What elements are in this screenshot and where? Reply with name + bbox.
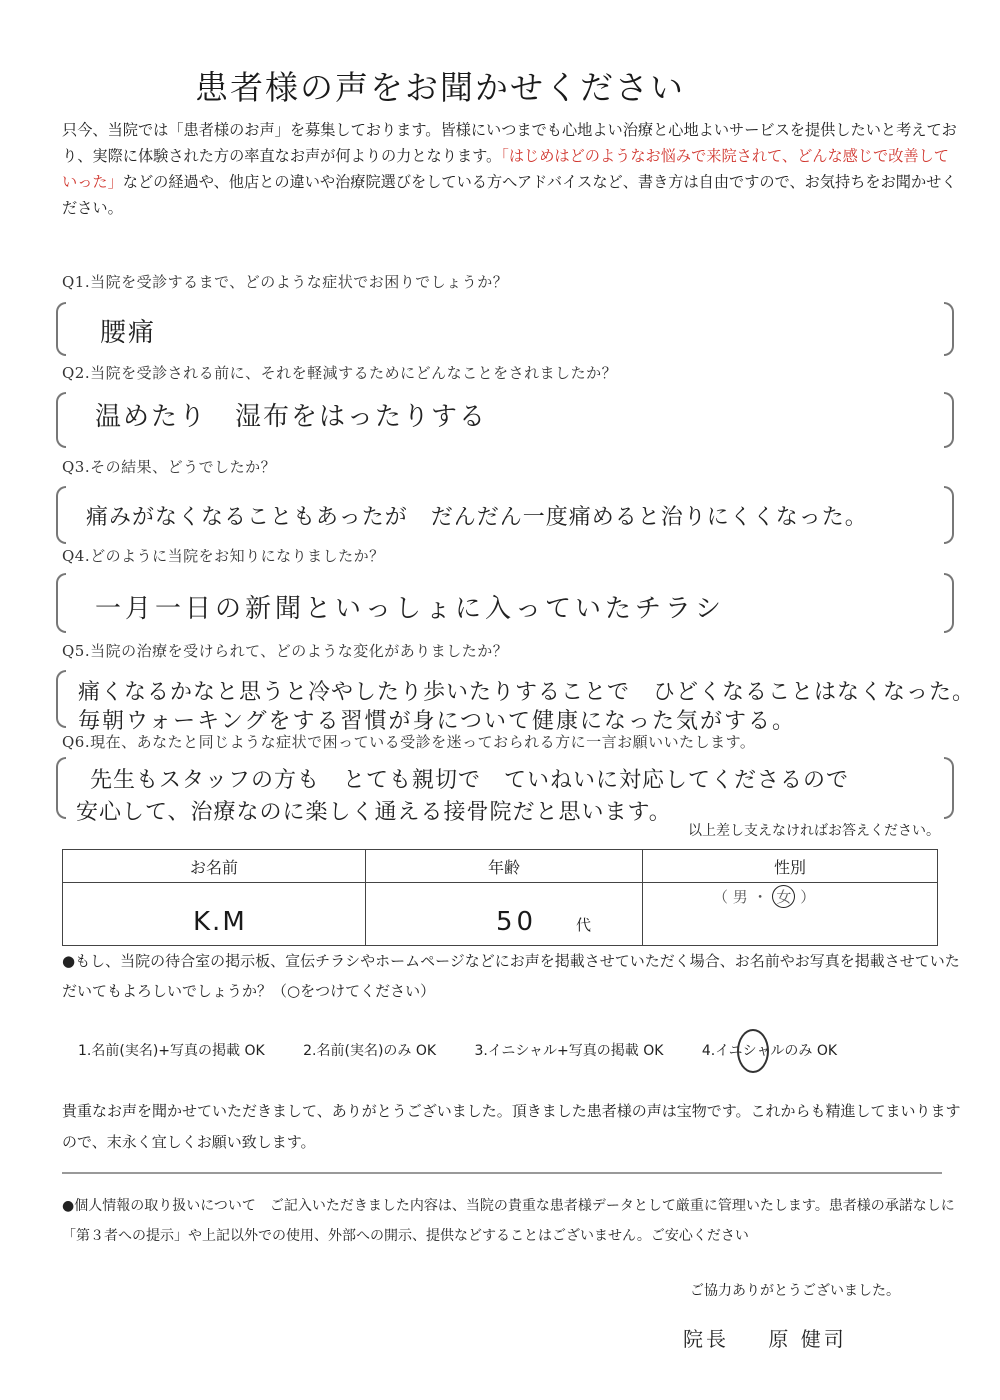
answer-1-bracket-right: [944, 302, 954, 356]
gender-separator: ・: [752, 888, 768, 906]
answer-1: 腰痛: [100, 318, 157, 348]
consent-option-1[interactable]: 1.名前(実名)+写真の掲載 OK: [78, 1043, 265, 1059]
answer-6-line-1: 先生もスタッフの方も とても親切で ていねいに対応してくださるので: [90, 768, 850, 793]
answer-2-bracket-left: [56, 392, 66, 448]
answer-6-line-2: 安心して、治療なのに楽しく通える接骨院だと思います。: [76, 800, 672, 825]
gender-paren-open: （: [713, 888, 729, 906]
age-unit: 代: [576, 916, 592, 934]
question-3: Q3.その結果、どうでしたか？: [62, 458, 277, 476]
answer-2-bracket-right: [944, 392, 954, 448]
answer-5-line-2: 毎朝ウォーキングをする習慣が身について健康になった気がする。: [78, 709, 797, 734]
closing-message: ご協力ありがとうございました。: [690, 1283, 900, 1299]
intro-text-part1: 只今、当院では「患者様のお声」を募集しております。皆様にいつまでも心地よい治療と心地よいサービスを提供したいと考えており、実際に体験された方の率直なお声が何よりの力となります。: [62, 121, 957, 165]
page-title: 患者様の声をお聞かせください: [195, 68, 685, 107]
header-age: 年齢: [366, 850, 643, 883]
question-4: Q4.どのように当院をお知りになりましたか？: [62, 547, 385, 565]
answer-4-bracket-right: [944, 573, 954, 633]
patient-name: K.M: [193, 907, 247, 937]
answer-5-line-1: 痛くなるかなと思うと冷やしたり歩いたりすることで ひどくなることはなくなった。: [78, 680, 976, 705]
patient-info-table: [62, 849, 938, 946]
thanks-message: 貴重なお声を聞かせていただきまして、ありがとうございました。頂きました患者様の声は宝物です。これからも精進してまいりますので、末永く宜しくお願い致します。: [62, 1102, 961, 1151]
director-name: 原 健司: [768, 1327, 847, 1351]
question-6: Q6.現在、あなたと同じような症状で困っている受診を迷っておられる方に一言お願いいたします。: [62, 733, 756, 751]
answer-4-bracket-left: [56, 573, 66, 633]
gender-male: 男: [732, 888, 748, 906]
intro-text-part2: などの経過や、他店との違いや治療院選びをしている方へアドバイスなど、書き方は自由ですので、お気持ちをお聞かせください。: [62, 173, 957, 217]
selected-option-circle: [737, 1029, 769, 1073]
consent-option-4[interactable]: 4.イニシャルのみ OK: [701, 1043, 838, 1059]
consent-option-2[interactable]: 2.名前(実名)のみ OK: [303, 1043, 437, 1059]
answer-6-bracket-left: [56, 757, 66, 819]
question-5: Q5.当院の治療を受けられて、どのような変化がありましたか？: [62, 642, 509, 660]
intro-text: [62, 117, 962, 221]
gender-paren-close: ）: [800, 888, 816, 906]
answer-5-bracket-left: [56, 670, 66, 728]
answer-4: 一月一日の新聞といっしょに入っていたチラシ: [95, 594, 726, 624]
privacy-notice: ●個人情報の取り扱いについて ご記入いただきました内容は、当院の貴重な患者様データとして厳重に管理いたします。患者様の承諾なしに「第３者への提示」や上記以外での使用、外部への開示、提供などすることはございません。ご安心ください: [62, 1198, 955, 1244]
answer-2: 温めたり 湿布をはったりする: [95, 402, 488, 432]
cell-gender: [643, 883, 938, 946]
answer-3-bracket-right: [944, 486, 954, 544]
answer-1-bracket-left: [56, 302, 66, 356]
divider: [62, 1172, 942, 1174]
director-title: 院長: [683, 1327, 729, 1351]
consent-option-3[interactable]: 3.イニシャル+写真の掲載 OK: [474, 1043, 664, 1059]
patient-age: 50: [496, 907, 538, 937]
intro-text-highlight: 「はじめはどのようなお悩みで来院されて、どんな感じで改善していった」: [62, 147, 949, 191]
answer-3-bracket-left: [56, 486, 66, 544]
director-signature: [683, 1323, 847, 1352]
cell-age: [366, 883, 643, 946]
header-gender: 性別: [643, 850, 938, 883]
consent-question: ●もし、当院の待合室の掲示板、宣伝チラシやホームページなどにお声を掲載させていただく場合、お名前やお写真を掲載させていただいてもよろしいでしょうか？（○をつけてください）: [62, 952, 960, 1000]
gender-female-selected: 女: [772, 885, 795, 908]
question-2: Q2.当院を受診される前に、それを軽減するためにどんなことをされましたか？: [62, 364, 618, 382]
answer-6-bracket-right: [944, 757, 954, 819]
answer-3: 痛みがなくなることもあったが だんだん一度痛めると治りにくくなった。: [86, 505, 868, 530]
optional-note: 以上差し支えなければお答えください。: [688, 823, 940, 839]
question-1: Q1.当院を受診するまで、どのような症状でお困りでしょうか？: [62, 273, 509, 291]
gender-options: [713, 885, 815, 908]
cell-name: [63, 883, 366, 946]
header-name: お名前: [63, 850, 366, 883]
